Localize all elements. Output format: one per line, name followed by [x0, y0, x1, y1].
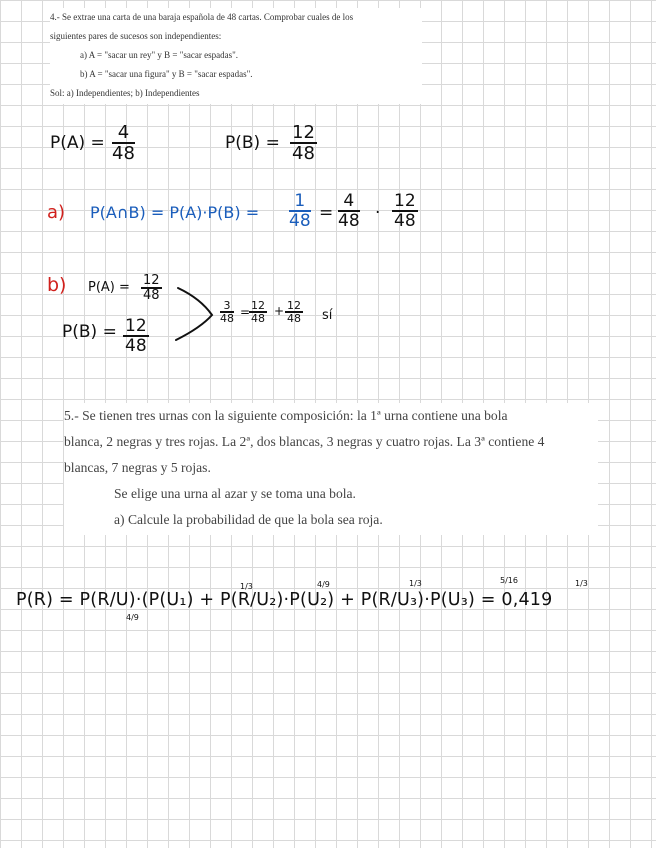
hw-pa-num: 4 — [112, 124, 135, 144]
hw-p5-formula: P(R) = P(R/U)·(P(U₁) + P(R/U₂)·P(U₂) + P(R/U₃)·P(U₃) = 0,419 — [16, 590, 553, 610]
hw-pa-lhs: P(A) = — [50, 133, 105, 153]
hw-b-pb-den: 48 — [125, 336, 147, 356]
hw-b-equals: = — [240, 305, 251, 319]
hw-a-f1-num: 1 — [289, 193, 311, 212]
problem-4-solution: Sol: a) Independientes; b) Independientes — [50, 88, 200, 98]
problem-4-line-2: siguientes pares de sucesos son independientes: — [50, 31, 222, 41]
hw-a-f1-den: 48 — [289, 211, 311, 231]
problem-4-item-a: a) A = "sacar un rey" y B = "sacar espadas". — [80, 50, 239, 60]
problem-5-text — [64, 403, 598, 535]
hw-pb-den: 48 — [292, 143, 315, 164]
hw-b-f2-den: 48 — [251, 312, 265, 325]
hw-a-f3-num: 12 — [394, 191, 416, 211]
hw-a-f3-den: 48 — [394, 211, 416, 231]
hw-b-f3-num: 12 — [287, 299, 301, 312]
hw-p5-note-u3: 1/3 — [575, 579, 588, 588]
hw-p5-note-ru2: 4/9 — [317, 580, 330, 589]
hw-b-si: sí — [322, 308, 333, 323]
hw-a-label: a) — [47, 202, 66, 223]
hw-b-fraction-1 — [220, 300, 234, 325]
problem-5-line-3: blancas, 7 negras y 5 rojas. — [64, 460, 211, 475]
hw-b-pb-num: 12 — [125, 316, 147, 336]
problem-5-line-1: 5.- Se tienen tres urnas con la siguiente composición: la 1ª urna contiene una bola — [64, 408, 508, 423]
problem-4-item-b: b) A = "sacar una figura" y B = "sacar espadas". — [80, 69, 253, 79]
problem-5-line-5: a) Calcule la probabilidad de que la bola sea roja. — [114, 512, 383, 527]
hw-b-f3-den: 48 — [287, 312, 301, 325]
hw-b-f1-den: 48 — [220, 312, 234, 325]
hw-b-label: b) — [47, 274, 67, 296]
hw-b-f1-num: 3 — [220, 300, 234, 313]
hw-b-plus: + — [274, 304, 285, 318]
hw-p5-note-u1: 1/3 — [240, 582, 253, 591]
problem-5-line-4: Se elige una urna al azar y se toma una bola. — [114, 486, 356, 501]
hw-p5-note-u2: 1/3 — [409, 579, 422, 588]
hw-a-expression: P(A∩B) = P(A)·P(B) = — [90, 203, 260, 222]
hw-a-f2-den: 48 — [338, 211, 360, 231]
hw-b-pa-lhs: P(A) = — [88, 280, 130, 295]
hw-b-fraction-3 — [285, 300, 303, 325]
problem-4-line-1: 4.- Se extrae una carta de una baraja española de 48 cartas. Comprobar cuales de los — [50, 12, 354, 22]
hw-a-f2-num: 4 — [338, 193, 360, 212]
hw-pb-num: 12 — [292, 122, 315, 143]
hw-p5-note-ru3: 5/16 — [500, 576, 518, 585]
hw-a-dot: · — [375, 203, 381, 223]
hw-b-pa-den: 48 — [143, 288, 160, 303]
hw-p5-note-ru1: 4/9 — [126, 613, 139, 622]
hw-b-pb-lhs: P(B) = — [62, 322, 117, 342]
hw-pb-lhs: P(B) = — [225, 133, 280, 153]
hw-pa-den: 48 — [112, 143, 135, 164]
hw-a-equals: = — [319, 203, 334, 223]
hw-b-pa-num: 12 — [143, 273, 160, 288]
hw-b-fraction-2 — [249, 300, 267, 325]
hw-b-f2-num: 12 — [251, 299, 265, 312]
problem-5-line-2: blanca, 2 negras y tres rojas. La 2ª, dos blancas, 3 negras y cuatro rojas. La 3ª contiene 4 — [64, 434, 545, 449]
